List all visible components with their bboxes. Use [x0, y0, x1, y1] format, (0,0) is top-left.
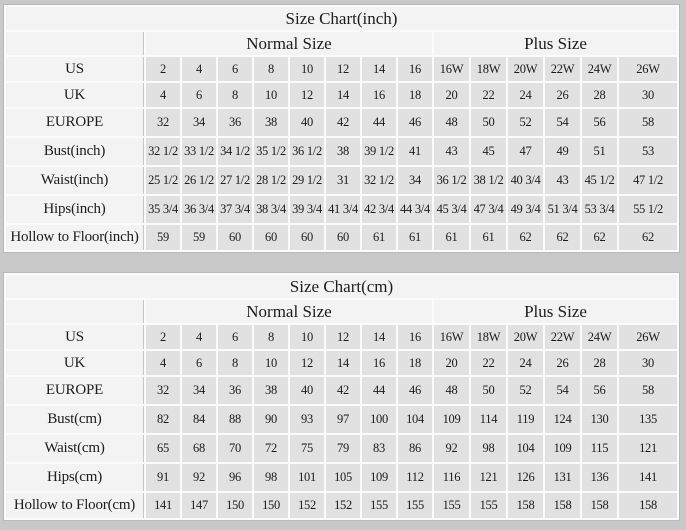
table-row — [6, 225, 677, 250]
size-value-cell: 18W — [471, 325, 506, 349]
size-value-cell: 52 — [508, 377, 543, 404]
size-value-cell: 36 1/2 — [434, 167, 469, 194]
size-value-cell: 58 — [619, 377, 677, 404]
size-value-cell: 62 — [545, 225, 580, 250]
size-value-cell: 109 — [545, 435, 580, 462]
size-value-cell: 22W — [545, 57, 580, 81]
size-value-cell: 22 — [471, 351, 506, 375]
size-value-cell: 10 — [290, 325, 324, 349]
size-value-cell: 38 — [254, 377, 288, 404]
size-value-cell: 48 — [434, 109, 469, 136]
size-value-cell: 14 — [362, 57, 396, 81]
size-value-cell: 36 3/4 — [182, 196, 216, 223]
size-value-cell: 38 — [326, 138, 360, 165]
size-value-cell: 96 — [218, 464, 252, 491]
size-value-cell: 42 — [326, 377, 360, 404]
size-value-cell: 14 — [326, 83, 360, 107]
size-value-cell: 68 — [182, 435, 216, 462]
size-value-cell: 98 — [471, 435, 506, 462]
size-value-cell: 35 1/2 — [254, 138, 288, 165]
size-value-cell: 16W — [434, 325, 469, 349]
size-value-cell: 20W — [508, 325, 543, 349]
size-table-cm — [3, 272, 680, 521]
size-value-cell: 141 — [619, 464, 677, 491]
size-value-cell: 22W — [545, 325, 580, 349]
size-value-cell: 18W — [471, 57, 506, 81]
size-value-cell: 37 3/4 — [218, 196, 252, 223]
size-value-cell: 24 — [508, 351, 543, 375]
size-value-cell: 4 — [146, 83, 180, 107]
size-value-cell: 147 — [182, 493, 216, 518]
size-value-cell: 32 1/2 — [362, 167, 396, 194]
size-value-cell: 51 3/4 — [545, 196, 580, 223]
group-header-plus-size: Plus Size — [434, 32, 677, 55]
size-value-cell: 158 — [582, 493, 617, 518]
size-value-cell: 45 — [471, 138, 506, 165]
size-value-cell: 33 1/2 — [182, 138, 216, 165]
size-value-cell: 6 — [218, 325, 252, 349]
size-value-cell: 70 — [218, 435, 252, 462]
size-value-cell: 141 — [146, 493, 180, 518]
group-header-normal-size: Normal Size — [146, 32, 432, 55]
size-value-cell: 51 — [582, 138, 617, 165]
size-value-cell: 152 — [326, 493, 360, 518]
size-value-cell: 101 — [290, 464, 324, 491]
table-row — [6, 109, 677, 136]
size-value-cell: 62 — [619, 225, 677, 250]
size-value-cell: 43 — [545, 167, 580, 194]
size-value-cell: 10 — [254, 83, 288, 107]
size-value-cell: 126 — [508, 464, 543, 491]
size-value-cell: 47 1/2 — [619, 167, 677, 194]
size-value-cell: 50 — [471, 377, 506, 404]
size-value-cell: 16 — [398, 325, 432, 349]
size-value-cell: 79 — [326, 435, 360, 462]
size-value-cell: 53 — [619, 138, 677, 165]
size-value-cell: 40 — [290, 377, 324, 404]
size-value-cell: 41 — [398, 138, 432, 165]
table-row — [6, 167, 677, 194]
size-value-cell: 42 3/4 — [362, 196, 396, 223]
size-value-cell: 8 — [218, 83, 252, 107]
size-value-cell: 150 — [218, 493, 252, 518]
size-value-cell: 38 1/2 — [471, 167, 506, 194]
size-value-cell: 31 — [326, 167, 360, 194]
size-value-cell: 34 — [182, 377, 216, 404]
size-value-cell: 44 3/4 — [398, 196, 432, 223]
size-value-cell: 16 — [398, 57, 432, 81]
row-label: US — [6, 325, 144, 349]
size-value-cell: 10 — [290, 57, 324, 81]
size-value-cell: 150 — [254, 493, 288, 518]
size-value-cell: 32 — [146, 377, 180, 404]
size-value-cell: 75 — [290, 435, 324, 462]
size-value-cell: 26 — [545, 351, 580, 375]
size-value-cell: 47 3/4 — [471, 196, 506, 223]
size-value-cell: 34 — [398, 167, 432, 194]
table-row — [6, 196, 677, 223]
size-value-cell: 8 — [218, 351, 252, 375]
size-value-cell: 61 — [434, 225, 469, 250]
size-value-cell: 6 — [218, 57, 252, 81]
table-row — [6, 83, 677, 107]
size-value-cell: 6 — [182, 83, 216, 107]
table-row — [6, 351, 677, 375]
size-value-cell: 100 — [362, 406, 396, 433]
size-value-cell: 44 — [362, 109, 396, 136]
size-value-cell: 32 — [146, 109, 180, 136]
size-value-cell: 91 — [146, 464, 180, 491]
size-value-cell: 109 — [362, 464, 396, 491]
size-value-cell: 4 — [182, 57, 216, 81]
size-value-cell: 48 — [434, 377, 469, 404]
size-value-cell: 93 — [290, 406, 324, 433]
size-value-cell: 43 — [434, 138, 469, 165]
size-value-cell: 46 — [398, 377, 432, 404]
size-value-cell: 54 — [545, 377, 580, 404]
size-value-cell: 36 — [218, 377, 252, 404]
size-value-cell: 45 3/4 — [434, 196, 469, 223]
size-value-cell: 44 — [362, 377, 396, 404]
size-value-cell: 28 — [582, 83, 617, 107]
size-value-cell: 20 — [434, 83, 469, 107]
row-label: Waist(inch) — [6, 167, 144, 194]
size-value-cell: 52 — [508, 109, 543, 136]
size-value-cell: 55 1/2 — [619, 196, 677, 223]
row-label: Bust(cm) — [6, 406, 144, 433]
size-value-cell: 28 1/2 — [254, 167, 288, 194]
table-row — [6, 57, 677, 81]
table-row — [6, 493, 677, 518]
size-value-cell: 10 — [254, 351, 288, 375]
row-label: Waist(cm) — [6, 435, 144, 462]
size-value-cell: 47 — [508, 138, 543, 165]
size-chart-inch-section — [3, 4, 680, 253]
size-value-cell: 36 1/2 — [290, 138, 324, 165]
size-table-inch — [3, 4, 680, 253]
size-value-cell: 2 — [146, 57, 180, 81]
size-value-cell: 60 — [218, 225, 252, 250]
size-value-cell: 92 — [182, 464, 216, 491]
size-value-cell: 20W — [508, 57, 543, 81]
table-row — [6, 464, 677, 491]
size-value-cell: 2 — [146, 325, 180, 349]
corner-cell — [6, 32, 144, 55]
size-value-cell: 60 — [254, 225, 288, 250]
size-value-cell: 27 1/2 — [218, 167, 252, 194]
size-value-cell: 60 — [326, 225, 360, 250]
size-value-cell: 135 — [619, 406, 677, 433]
size-value-cell: 40 3/4 — [508, 167, 543, 194]
size-value-cell: 136 — [582, 464, 617, 491]
size-value-cell: 8 — [254, 325, 288, 349]
size-value-cell: 62 — [582, 225, 617, 250]
size-value-cell: 40 — [290, 109, 324, 136]
corner-cell — [6, 300, 144, 323]
table-row — [6, 138, 677, 165]
size-value-cell: 34 1/2 — [218, 138, 252, 165]
size-value-cell: 46 — [398, 109, 432, 136]
table-row — [6, 435, 677, 462]
size-value-cell: 86 — [398, 435, 432, 462]
size-value-cell: 30 — [619, 351, 677, 375]
size-value-cell: 39 1/2 — [362, 138, 396, 165]
row-label: UK — [6, 351, 144, 375]
size-value-cell: 26 1/2 — [182, 167, 216, 194]
size-value-cell: 42 — [326, 109, 360, 136]
table-row — [6, 406, 677, 433]
size-value-cell: 97 — [326, 406, 360, 433]
size-value-cell: 104 — [398, 406, 432, 433]
size-value-cell: 114 — [471, 406, 506, 433]
size-value-cell: 16 — [362, 351, 396, 375]
size-value-cell: 25 1/2 — [146, 167, 180, 194]
table-title: Size Chart(cm) — [6, 275, 677, 298]
row-label: UK — [6, 83, 144, 107]
row-label: Hips(inch) — [6, 196, 144, 223]
size-value-cell: 39 3/4 — [290, 196, 324, 223]
size-value-cell: 158 — [508, 493, 543, 518]
size-value-cell: 56 — [582, 377, 617, 404]
size-value-cell: 24W — [582, 325, 617, 349]
size-value-cell: 12 — [290, 83, 324, 107]
table-row — [6, 325, 677, 349]
size-value-cell: 155 — [471, 493, 506, 518]
size-value-cell: 158 — [545, 493, 580, 518]
size-value-cell: 26W — [619, 325, 677, 349]
size-value-cell: 61 — [398, 225, 432, 250]
size-value-cell: 38 — [254, 109, 288, 136]
size-value-cell: 116 — [434, 464, 469, 491]
size-value-cell: 109 — [434, 406, 469, 433]
size-value-cell: 16 — [362, 83, 396, 107]
size-value-cell: 12 — [326, 325, 360, 349]
size-value-cell: 4 — [146, 351, 180, 375]
size-value-cell: 20 — [434, 351, 469, 375]
size-value-cell: 26W — [619, 57, 677, 81]
size-value-cell: 65 — [146, 435, 180, 462]
size-value-cell: 58 — [619, 109, 677, 136]
row-label: US — [6, 57, 144, 81]
size-value-cell: 54 — [545, 109, 580, 136]
row-label: EUROPE — [6, 377, 144, 404]
size-value-cell: 155 — [434, 493, 469, 518]
size-value-cell: 16W — [434, 57, 469, 81]
size-value-cell: 29 1/2 — [290, 167, 324, 194]
size-value-cell: 41 3/4 — [326, 196, 360, 223]
size-value-cell: 158 — [619, 493, 677, 518]
size-value-cell: 49 — [545, 138, 580, 165]
size-value-cell: 50 — [471, 109, 506, 136]
size-value-cell: 105 — [326, 464, 360, 491]
size-value-cell: 62 — [508, 225, 543, 250]
size-value-cell: 82 — [146, 406, 180, 433]
row-label: Hips(cm) — [6, 464, 144, 491]
table-title: Size Chart(inch) — [6, 7, 677, 30]
size-value-cell: 155 — [362, 493, 396, 518]
size-value-cell: 152 — [290, 493, 324, 518]
size-value-cell: 4 — [182, 325, 216, 349]
size-value-cell: 115 — [582, 435, 617, 462]
size-value-cell: 61 — [362, 225, 396, 250]
size-value-cell: 24 — [508, 83, 543, 107]
size-value-cell: 18 — [398, 351, 432, 375]
row-label: Hollow to Floor(inch) — [6, 225, 144, 250]
size-value-cell: 119 — [508, 406, 543, 433]
size-value-cell: 84 — [182, 406, 216, 433]
size-value-cell: 92 — [434, 435, 469, 462]
size-value-cell: 18 — [398, 83, 432, 107]
size-value-cell: 155 — [398, 493, 432, 518]
size-value-cell: 35 3/4 — [146, 196, 180, 223]
size-value-cell: 34 — [182, 109, 216, 136]
size-value-cell: 121 — [471, 464, 506, 491]
row-label: EUROPE — [6, 109, 144, 136]
size-value-cell: 83 — [362, 435, 396, 462]
size-value-cell: 6 — [182, 351, 216, 375]
size-value-cell: 53 3/4 — [582, 196, 617, 223]
size-value-cell: 130 — [582, 406, 617, 433]
size-chart-cm-section — [3, 272, 680, 521]
size-value-cell: 12 — [290, 351, 324, 375]
size-value-cell: 131 — [545, 464, 580, 491]
size-value-cell: 8 — [254, 57, 288, 81]
size-value-cell: 14 — [326, 351, 360, 375]
size-value-cell: 49 3/4 — [508, 196, 543, 223]
size-value-cell: 30 — [619, 83, 677, 107]
group-header-normal-size: Normal Size — [146, 300, 432, 323]
size-value-cell: 36 — [218, 109, 252, 136]
size-value-cell: 26 — [545, 83, 580, 107]
size-value-cell: 59 — [146, 225, 180, 250]
size-value-cell: 112 — [398, 464, 432, 491]
size-value-cell: 45 1/2 — [582, 167, 617, 194]
size-value-cell: 61 — [471, 225, 506, 250]
table-row — [6, 377, 677, 404]
row-label: Hollow to Floor(cm) — [6, 493, 144, 518]
size-value-cell: 28 — [582, 351, 617, 375]
size-value-cell: 60 — [290, 225, 324, 250]
size-value-cell: 59 — [182, 225, 216, 250]
size-value-cell: 32 1/2 — [146, 138, 180, 165]
size-value-cell: 104 — [508, 435, 543, 462]
size-value-cell: 56 — [582, 109, 617, 136]
size-value-cell: 22 — [471, 83, 506, 107]
size-value-cell: 24W — [582, 57, 617, 81]
size-value-cell: 14 — [362, 325, 396, 349]
size-value-cell: 90 — [254, 406, 288, 433]
size-value-cell: 72 — [254, 435, 288, 462]
size-value-cell: 38 3/4 — [254, 196, 288, 223]
size-value-cell: 88 — [218, 406, 252, 433]
row-label: Bust(inch) — [6, 138, 144, 165]
size-value-cell: 124 — [545, 406, 580, 433]
size-value-cell: 12 — [326, 57, 360, 81]
group-header-plus-size: Plus Size — [434, 300, 677, 323]
size-value-cell: 121 — [619, 435, 677, 462]
size-value-cell: 98 — [254, 464, 288, 491]
